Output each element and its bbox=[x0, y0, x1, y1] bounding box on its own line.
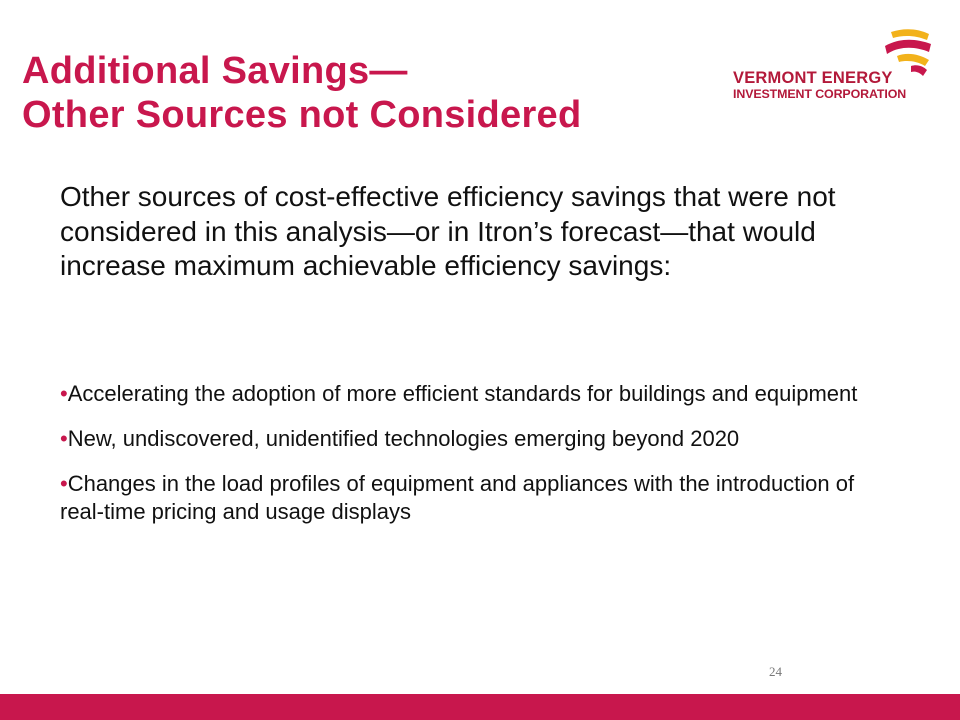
bullet-text: New, undiscovered, unidentified technologies emerging beyond 2020 bbox=[67, 426, 740, 451]
logo-line-1: VERMONT ENERGY bbox=[733, 69, 893, 87]
bullet-list bbox=[60, 380, 900, 543]
bullet-text: Changes in the load profiles of equipment and appliances with the introduction of real-time pricing and usage displays bbox=[60, 471, 855, 524]
bullet-item bbox=[60, 380, 900, 408]
veic-logo bbox=[733, 26, 933, 116]
bullet-marker: • bbox=[60, 471, 68, 496]
slide-title-line-1: Additional Savings— bbox=[22, 50, 408, 92]
bullet-text: Accelerating the adoption of more efficient standards for buildings and equipment bbox=[67, 381, 858, 406]
bullet-marker: • bbox=[60, 381, 68, 406]
bullet-marker: • bbox=[60, 426, 68, 451]
slide-title-line-2: Other Sources not Considered bbox=[22, 94, 582, 136]
slide-title bbox=[22, 49, 582, 137]
bullet-item bbox=[60, 470, 900, 526]
logo-wordmark bbox=[733, 70, 906, 101]
footer-bar bbox=[0, 694, 960, 720]
bullet-item bbox=[60, 425, 900, 453]
intro-paragraph: Other sources of cost-effective efficiency savings that were not considered in this analysis—or in Itron’s forecast—that would increase maximum achievable efficiency savings: bbox=[60, 181, 836, 281]
logo-line-2: INVESTMENT CORPORATION bbox=[733, 87, 907, 101]
page-number: 24 bbox=[769, 664, 782, 679]
